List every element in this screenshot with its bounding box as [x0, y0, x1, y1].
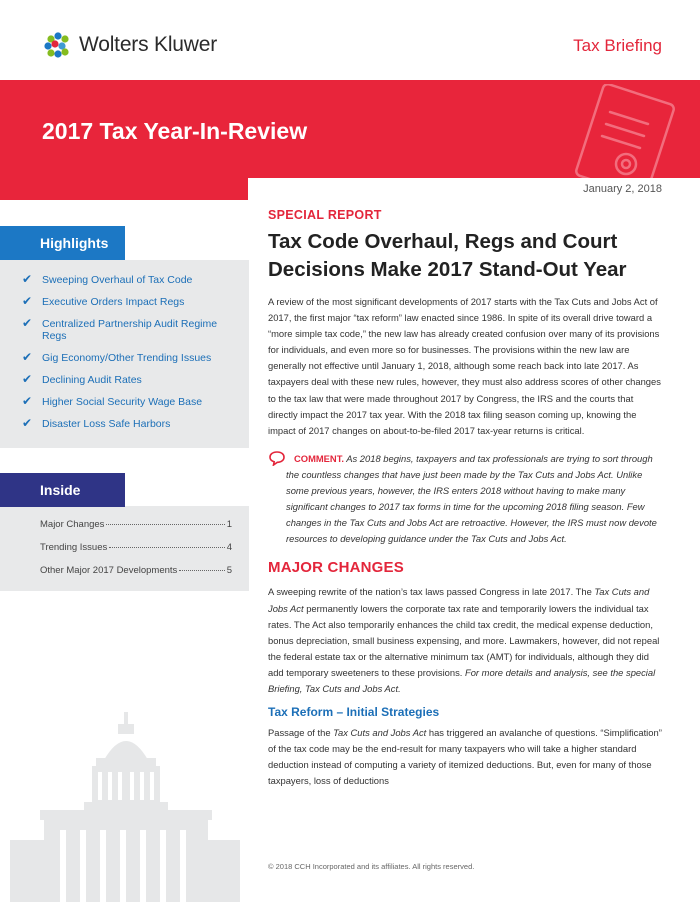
highlight-item: ✔ Declining Audit Rates: [22, 372, 142, 386]
document-title: 2017 Tax Year-In-Review: [42, 118, 308, 144]
brand-name: Wolters Kluwer: [79, 33, 218, 56]
briefing-label: Tax Briefing: [573, 36, 662, 55]
inside-tab: [0, 473, 125, 507]
highlight-item: ✔ Executive Orders Impact Regs: [22, 294, 185, 308]
speech-bubble-icon: [269, 451, 285, 466]
logo-mark-icon: [42, 30, 72, 60]
certificate-icon: [570, 84, 680, 184]
highlights-tab: [0, 226, 125, 260]
publication-date: January 2, 2018: [583, 183, 662, 195]
toc-leader: [106, 524, 224, 525]
toc-page: 1: [226, 519, 232, 530]
toc-entry-major-changes[interactable]: [40, 519, 232, 530]
comment-callout: [268, 451, 663, 548]
comment-body: [278, 451, 663, 548]
checkmark-icon: ✔: [22, 294, 33, 308]
toc-label: Major Changes: [40, 519, 105, 530]
highlight-item: ✔ Disaster Loss Safe Harbors: [22, 416, 171, 430]
checkmark-icon: ✔: [22, 316, 33, 330]
intro-paragraph: A review of the most significant developments of 2017 starts with the Tax Cuts and Jobs Act of 2017, the first major “tax reform” law enacted since 1986. In spite of its overall drive toward a “more simple tax code,” the new law has already created confusion over many of its provisions for individuals, and even more so for businesses. The provisions within the new law are generally not effective until January 1, 2018, although some reach back into late 2017. As taxpayers deal with these new rules, however, they must also address scores of other changes to the tax law that were made throughout 2017 by Congress, the IRS and the courts that directly impact the 2017 tax year. With the 2018 tax filing season coming up, knowing the impact of 2017 changes on about-to-be-filed 2017 tax-year returns is critical.: [268, 296, 661, 436]
copyright-footer: © 2018 CCH Incorporated and its affiliates. All rights reserved.: [268, 862, 475, 871]
toc-entry-other-developments[interactable]: [40, 565, 232, 576]
checkmark-icon: ✔: [22, 372, 33, 386]
inside-title: Inside: [40, 482, 81, 498]
highlights-list: [22, 274, 244, 440]
subheading-tax-reform: Tax Reform – Initial Strategies: [268, 705, 440, 720]
article: [268, 208, 663, 789]
section-heading-major-changes: MAJOR CHANGES: [268, 559, 404, 577]
highlight-item: ✔ Higher Social Security Wage Base: [22, 394, 203, 408]
checkmark-icon: ✔: [22, 272, 33, 286]
highlights-title: Highlights: [40, 235, 109, 251]
toc-label: Trending Issues: [40, 542, 108, 553]
wolters-kluwer-logo: [42, 30, 217, 60]
comment-text: As 2018 begins, taxpayers and tax professionals are trying to sort through the countless changes that have just been made by the Tax Cuts and Jobs Act. Unlike some previous years, however, the IRS enters 2018 without having to make many significant changes to 2017 tax forms in time for the upcoming 2018 filing season. Few changes in the Tax Cuts and Jobs Act are retroactive. However, the IRS must now devote resources to developing guidance under the Tax Cuts and Jobs Act.: [286, 452, 657, 545]
checkmark-icon: ✔: [22, 416, 33, 430]
toc-leader: [109, 547, 224, 548]
capitol-building-icon: [0, 712, 240, 902]
comment-label: COMMENT.: [294, 452, 344, 464]
section-label: SPECIAL REPORT: [268, 208, 382, 222]
article-headline: Tax Code Overhaul, Regs and Court Decisions Make 2017 Stand-Out Year: [268, 230, 627, 281]
highlight-item: ✔ Centralized Partnership Audit Regime Regs: [22, 316, 218, 342]
toc-leader: [179, 570, 224, 571]
highlight-item: ✔ Gig Economy/Other Trending Issues: [22, 350, 212, 364]
tax-reform-paragraph: Passage of the Tax Cuts and Jobs Act has triggered an avalanche of questions. “Simplification” of the tax code may be the end-result for many taxpayers who will take a higher standard deduction instead of computing a variety of itemized deductions. But, even for many of those taxpayers, loss of deductions: [268, 727, 662, 787]
toc-label: Other Major 2017 Developments: [40, 565, 178, 576]
toc-page: 4: [226, 542, 232, 553]
toc-entry-trending-issues[interactable]: [40, 542, 232, 553]
toc-page: 5: [226, 565, 232, 576]
highlight-item: ✔ Sweeping Overhaul of Tax Code: [22, 272, 193, 286]
checkmark-icon: ✔: [22, 394, 33, 408]
checkmark-icon: ✔: [22, 350, 33, 364]
major-changes-paragraph: A sweeping rewrite of the nation’s tax laws passed Congress in late 2017. The Tax Cuts and Jobs Act permanently lowers the corporate tax rate and temporarily lowers the individual tax rates. The Act also temporarily enhances the child tax credit, the medical expense deduction, bonus depreciation, small business expensing, and more. Lawmakers, however, did not repeal the federal estate tax or the alternative minimum tax (AMT) for individuals, although they did add temporary sweeteners to these provisions. For more details and analysis, see the special Briefing, Tax Cuts and Jobs Act.: [268, 586, 660, 694]
